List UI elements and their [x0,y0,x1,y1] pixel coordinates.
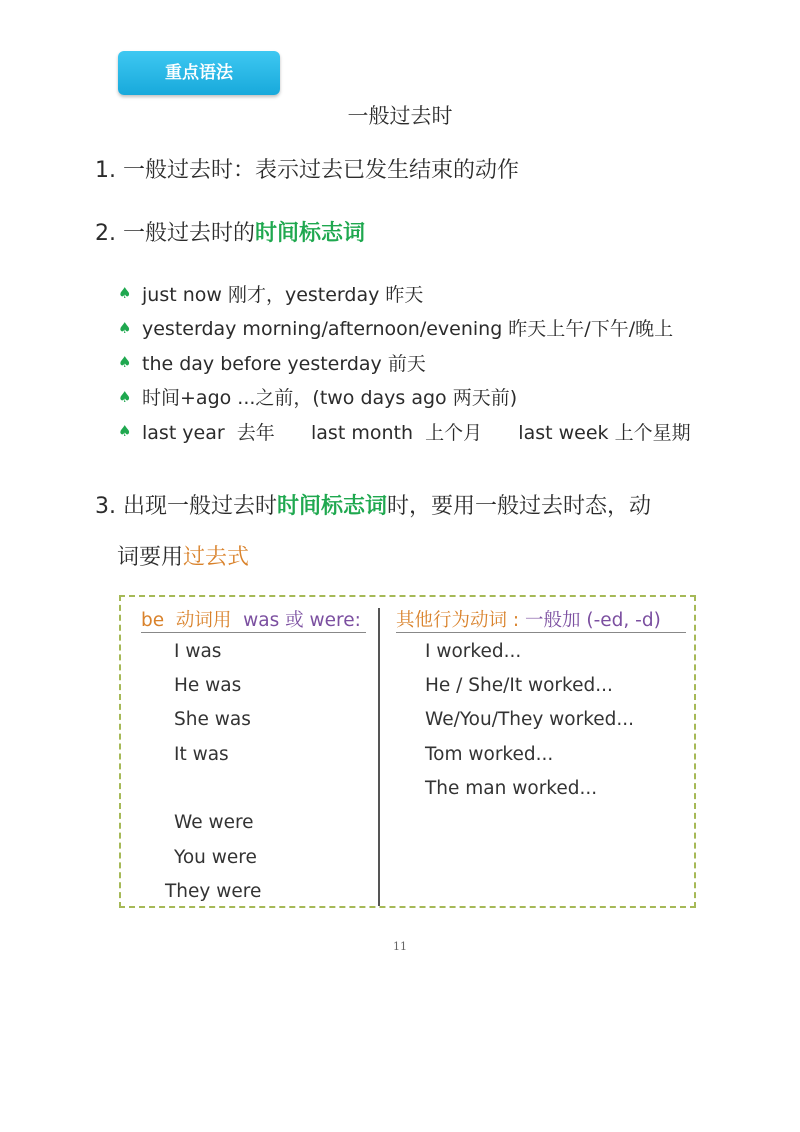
table-left-cell: We were [174,812,254,833]
right-header-orange: 其他行为动词 : [396,610,525,631]
list-item [118,276,691,311]
point-1: 1. 一般过去时：表示过去已发生结束的动作 [95,158,519,183]
table-left-cell: You were [174,847,257,868]
spade-icon: ♠ [118,353,132,372]
list-item-text: yesterday morning/afternoon/evening 昨天上午/下午/晚上 [142,318,674,341]
page-number: 11 [393,940,407,953]
point-3-line-2-prefix: 词要用 [117,545,184,570]
table-left-cell: It was [174,744,229,765]
left-header-underline [141,632,366,633]
right-header-purple: 一般加 (-ed, -d) [525,610,661,631]
left-header-orange: be 动词用 [141,610,244,631]
list-item [118,414,691,449]
table-left-cell: I was [174,641,222,662]
left-header-purple: was 或 were: [243,610,361,631]
table-left-cell: They were [165,881,262,902]
right-header-underline [396,632,686,633]
table-divider [378,608,380,906]
point-3-prefix: 3. 出现一般过去时 [95,494,277,519]
list-item [118,380,691,415]
point-3-line-2 [117,540,249,571]
table-right-cell: He / She/It worked... [425,675,613,696]
point-3-highlight: 时间标志词 [276,494,387,519]
table-left-cell: He was [174,675,242,696]
table-right-cell: I worked... [425,641,522,662]
table-right-header [396,606,661,632]
point-3 [95,489,651,520]
list-item-text: just now 刚才，yesterday 昨天 [142,283,424,306]
table-right-cell: We/You/They worked... [425,709,635,730]
table-right-cell: Tom worked... [425,744,554,765]
point-3-suffix: 时，要用一般过去时态，动 [387,494,652,519]
point-2 [95,216,365,247]
time-markers-list [118,276,691,449]
table-left-header [141,606,361,632]
list-item [118,311,691,346]
point-2-highlight: 时间标志词 [254,221,365,246]
spade-icon: ♠ [118,422,132,441]
spade-icon: ♠ [118,387,132,406]
point-2-prefix: 2. 一般过去时的 [95,221,255,246]
section-badge: 重点语法 [118,51,280,95]
spade-icon: ♠ [118,318,132,337]
table-right-cell: The man worked... [425,778,598,799]
page-title: 一般过去时 [347,104,453,128]
point-3-line-2-highlight: 过去式 [183,545,250,570]
spade-icon: ♠ [118,284,132,303]
table-left-cell: She was [174,709,251,730]
list-item-text: 时间+ago ...之前，(two days ago 两天前) [142,387,518,410]
list-item-text: the day before yesterday 前天 [142,352,426,375]
list-item-text: last year 去年 last month 上个月 last week 上个星期 [142,421,691,444]
list-item [118,345,691,380]
